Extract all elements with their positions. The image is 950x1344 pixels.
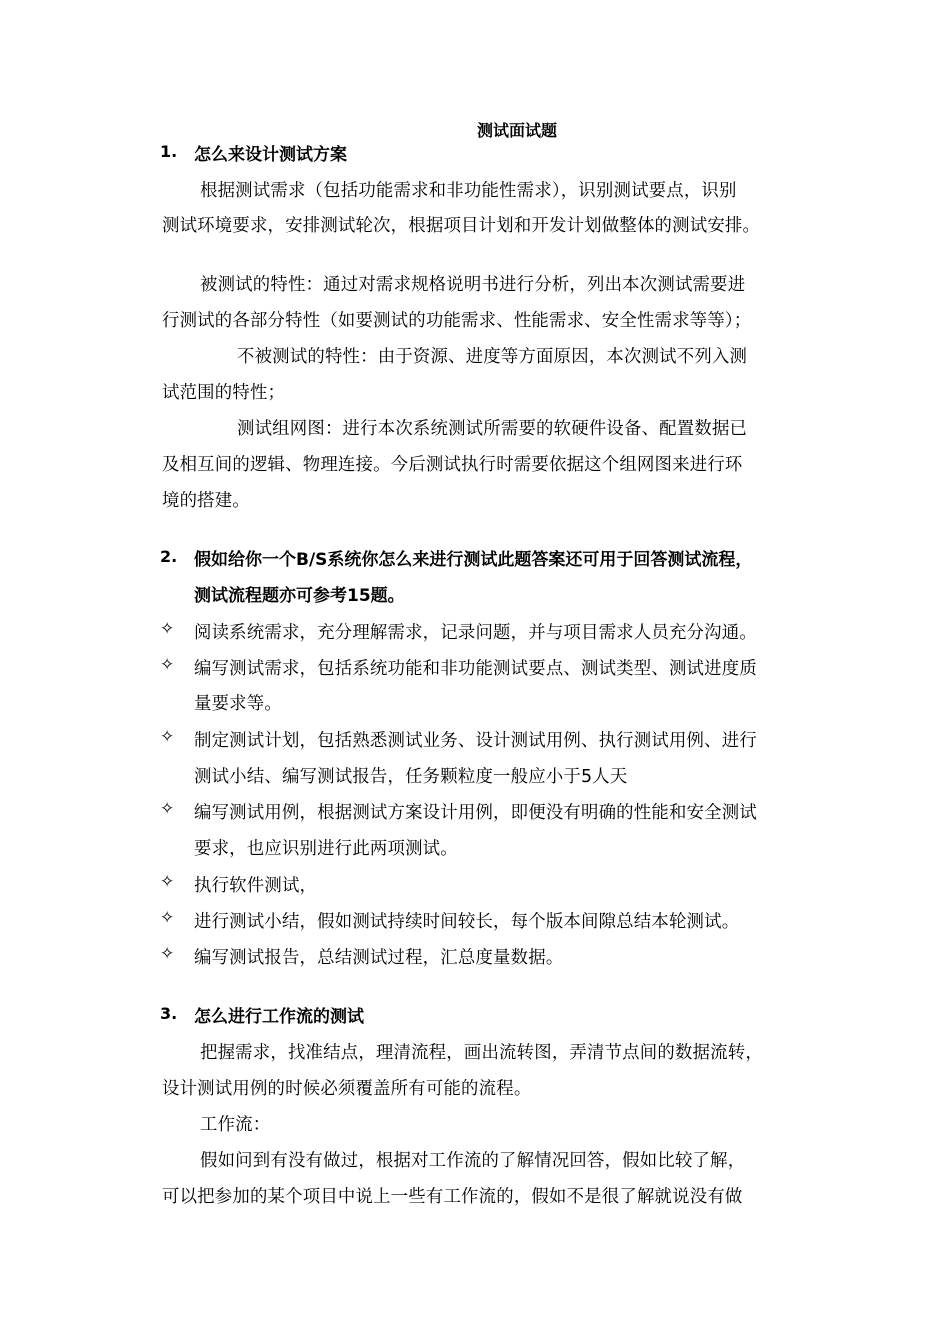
s3-paragraph-1-line-2: 设计测试用例的时候必须覆盖所有可能的流程。 [162, 1079, 532, 1099]
s2-bullet-3-line-1: 制定测试计划，包括熟悉测试业务、设计测试用例、执行测试用例、进行 [194, 731, 757, 751]
s2-bullet-1: 阅读系统需求，充分理解需求，记录问题，并与项目需求人员充分沟通。 [194, 623, 757, 643]
s2-bullet-4-line-2: 要求，也应识别进行此两项测试。 [194, 839, 458, 859]
s2-bullet-7: 编写测试报告，总结测试过程，汇总度量数据。 [194, 948, 564, 968]
s3-paragraph-1-line-1: 把握需求，找准结点，理清流程，画出流转图，弄清节点间的数据流转， [200, 1043, 763, 1063]
s3-paragraph-3-line-2: 可以把参加的某个项目中说上一些有工作流的，假如不是很了解就说没有做 [162, 1187, 743, 1207]
s2-bullet-6: 进行测试小结，假如测试持续时间较长，每个版本间隙总结本轮测试。 [194, 912, 740, 932]
s1-paragraph-1-line-1: 根据测试需求（包括功能需求和非功能性需求），识别测试要点，识别 [200, 181, 737, 201]
s1-paragraph-4-line-1: 测试组网图：进行本次系统测试所需要的软硬件设备、配置数据已 [237, 419, 748, 439]
bullet-icon: ✧ [160, 727, 175, 747]
bullet-icon: ✧ [160, 799, 175, 819]
section-1-heading: 怎么来设计测试方案 [194, 145, 347, 165]
s2-bullet-5: 执行软件测试， [194, 876, 318, 896]
page-title: 测试面试题 [476, 121, 557, 140]
bullet-icon: ✧ [160, 908, 175, 928]
section-3-number: 3. [160, 1004, 178, 1023]
bullet-icon: ✧ [160, 655, 175, 675]
s3-paragraph-2: 工作流： [200, 1115, 271, 1135]
s2-bullet-2-line-1: 编写测试需求，包括系统功能和非功能测试要点、测试类型、测试进度质 [194, 659, 757, 679]
s2-bullet-4-line-1: 编写测试用例，根据测试方案设计用例，即便没有明确的性能和安全测试 [194, 803, 757, 823]
s1-paragraph-4-line-2: 及相互间的逻辑、物理连接。今后测试执行时需要依据这个组网图来进行环 [162, 455, 743, 475]
s1-paragraph-3-line-1: 不被测试的特性：由于资源、进度等方面原因，本次测试不列入测 [237, 347, 748, 367]
s1-paragraph-3-line-2: 试范围的特性； [162, 383, 286, 403]
s1-paragraph-4-line-3: 境的搭建。 [162, 491, 250, 511]
s3-paragraph-3-line-1: 假如问到有没有做过，根据对工作流的了解情况回答，假如比较了解， [200, 1151, 746, 1171]
section-3-heading: 怎么进行工作流的测试 [194, 1007, 364, 1027]
section-1-number: 1. [160, 142, 178, 161]
section-2-heading-line-2: 测试流程题亦可参考15题。 [194, 586, 405, 606]
s1-paragraph-2-line-1: 被测试的特性：通过对需求规格说明书进行分析，列出本次测试需要进 [200, 275, 746, 295]
bullet-icon: ✧ [160, 619, 175, 639]
bullet-icon: ✧ [160, 872, 175, 892]
s1-paragraph-2-line-2: 行测试的各部分特性（如要测试的功能需求、性能需求、安全性需求等等）； [162, 311, 752, 331]
section-2-heading-line-1: 假如给你一个B/S系统你怎么来进行测试此题答案还可用于回答测试流程， [194, 550, 753, 570]
s2-bullet-2-line-2: 量要求等。 [194, 694, 282, 714]
s2-bullet-3-line-2: 测试小结、编写测试报告，任务颗粒度一般应小于5人天 [194, 767, 628, 787]
bullet-icon: ✧ [160, 944, 175, 964]
s1-paragraph-1-line-2: 测试环境要求，安排测试轮次，根据项目计划和开发计划做整体的测试安排。 [162, 216, 761, 236]
section-2-number: 2. [160, 547, 178, 566]
